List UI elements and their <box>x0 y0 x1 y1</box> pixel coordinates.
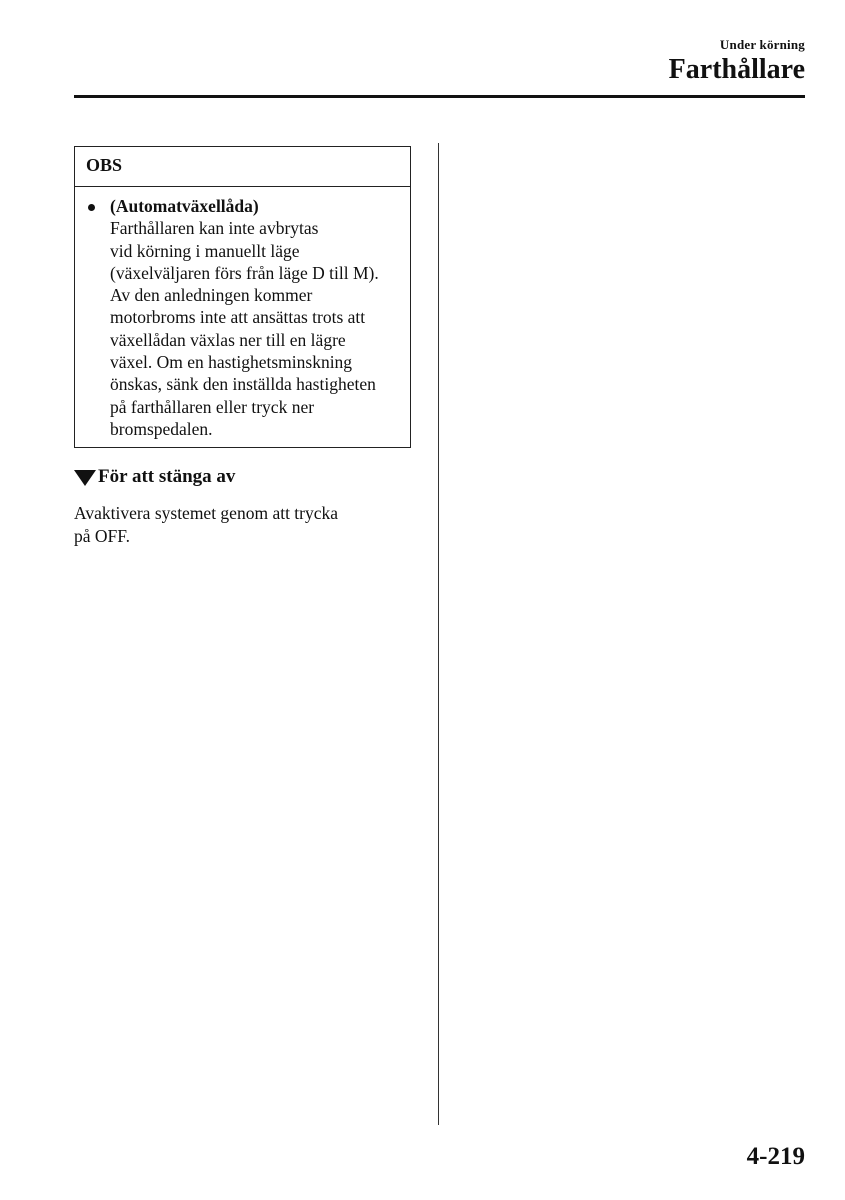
obs-note-box <box>74 146 411 448</box>
header-rule <box>74 95 805 98</box>
note-line: på farthållaren eller tryck ner <box>110 396 315 417</box>
body-line: på OFF. <box>74 525 130 546</box>
note-line: (växelväljaren förs från läge D till M). <box>110 262 379 283</box>
section-heading <box>74 466 235 488</box>
section-body <box>74 502 338 547</box>
note-line: bromspedalen. <box>110 418 213 439</box>
obs-note-body <box>75 187 410 440</box>
section-label: Under körning <box>719 37 805 52</box>
note-line: Av den anledningen kommer <box>110 285 313 306</box>
note-line: växellådan växlas ner till en lägre <box>110 329 346 350</box>
body-line: Avaktivera systemet genom att trycka <box>74 503 339 523</box>
triangle-down-icon <box>74 470 96 486</box>
note-line: Farthållaren kan inte avbrytas <box>110 218 319 239</box>
note-line: önskas, sänk den inställda hastigheten <box>110 374 376 395</box>
page-title: Farthållare <box>668 54 805 85</box>
obs-label: OBS <box>75 147 410 187</box>
section-heading-text: För att stänga av <box>98 466 236 487</box>
note-line: motorbroms inte att ansättas trots att <box>110 307 366 328</box>
column-divider <box>438 143 439 1125</box>
note-item-title: (Automatväxellåda) <box>110 196 259 216</box>
note-line: växel. Om en hastighetsminskning <box>110 352 353 373</box>
page-number: 4-219 <box>746 1143 805 1170</box>
note-line: vid körning i manuellt läge <box>110 240 300 261</box>
bullet-icon <box>88 204 95 211</box>
